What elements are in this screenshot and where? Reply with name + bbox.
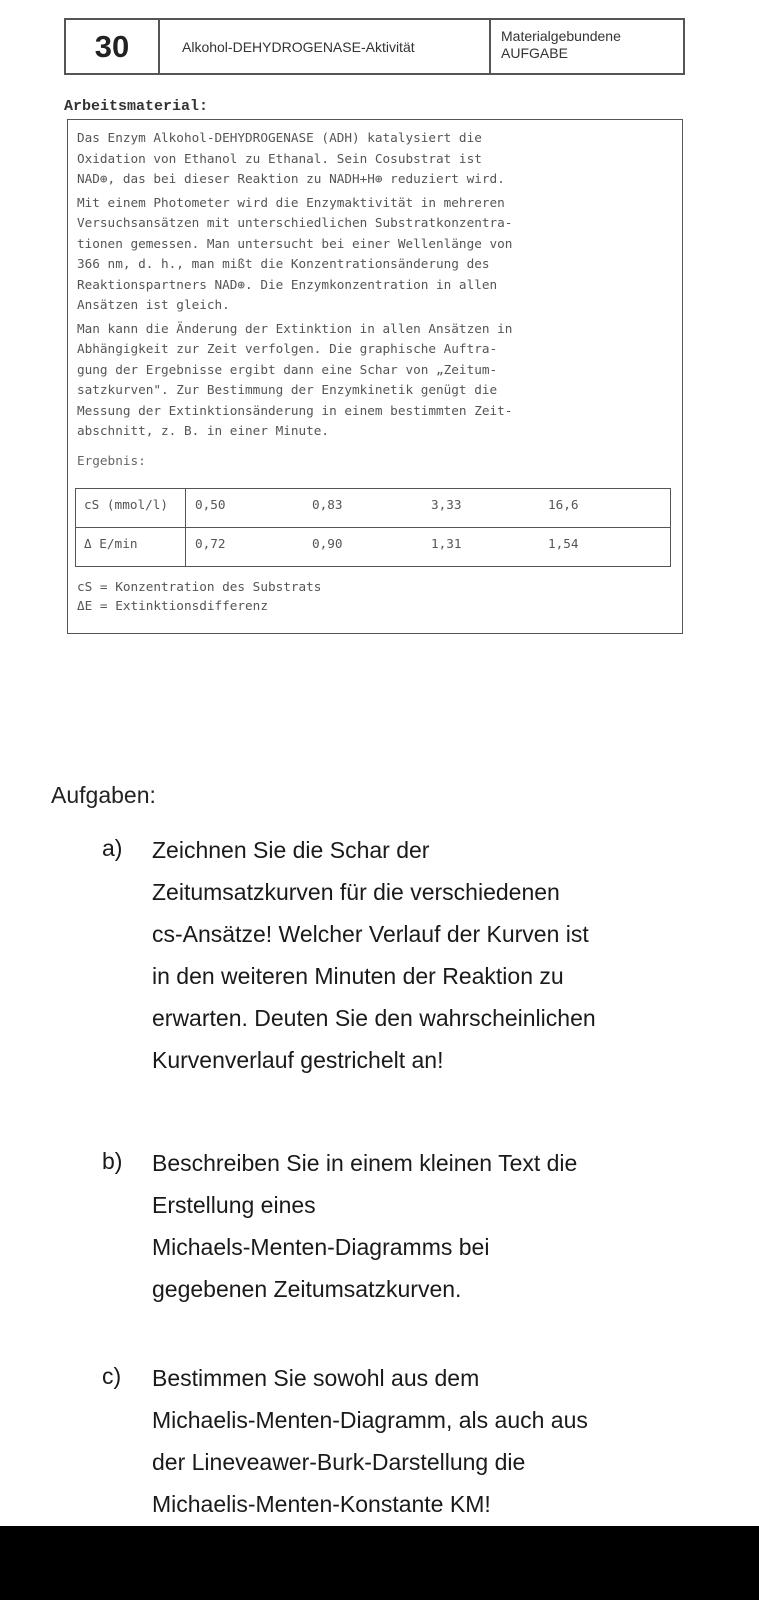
text-line: Ansätzen ist gleich.: [77, 297, 230, 312]
text-line: Messung der Extinktionsänderung in einem bestimmten Zeit-: [77, 402, 513, 418]
legend-line: ΔE = Extinktionsdifferenz: [77, 598, 268, 613]
concentration-values: [186, 489, 671, 528]
task-type-line1: Materialgebundene: [501, 28, 621, 44]
extinction-values: [186, 528, 671, 567]
task-c-letter: c): [102, 1363, 122, 1389]
task-line: Bestimmen Sie sowohl aus dem: [152, 1365, 480, 1391]
table-legend: [77, 577, 321, 615]
task-c-text: [152, 1363, 712, 1531]
task-line: in den weiteren Minuten der Reaktion zu: [152, 963, 564, 989]
material-box: [67, 119, 683, 634]
text-line: Reaktionspartners NAD⊕. Die Enzymkonzentration in allen: [77, 276, 498, 292]
material-paragraph-3: [77, 319, 682, 442]
task-b-text: [152, 1148, 712, 1316]
task-b-letter: b): [102, 1148, 123, 1174]
table-cell: 0,72: [195, 536, 226, 551]
text-line: tionen gemessen. Man untersucht bei einer Wellenlänge von: [77, 235, 513, 251]
table-cell: 1,54: [548, 536, 579, 551]
text-line: Versuchsansätzen mit unterschiedlichen Substratkonzentra-: [77, 215, 513, 230]
material-paragraph-1: [77, 128, 682, 190]
text-line: 366 nm, d. h., man mißt die Konzentrationsänderung des: [77, 256, 490, 271]
text-line: Man kann die Änderung der Extinktion in allen Ansätzen in: [77, 320, 513, 336]
task-type-line2: AUFGABE: [501, 45, 568, 61]
task-line: Beschreiben Sie in einem kleinen Text die: [152, 1150, 578, 1176]
task-title: Alkohol-DEHYDROGENASE-Aktivität: [160, 20, 491, 73]
table-cell: 16,6: [548, 497, 579, 512]
row-label-extinction: Δ E/min: [76, 528, 186, 567]
table-cell: 0,83: [312, 497, 343, 512]
task-line: erwarten. Deuten Sie den wahrscheinlichen: [152, 1005, 596, 1031]
material-label: Arbeitsmaterial:: [64, 98, 209, 115]
result-label: Ergebnis:: [77, 452, 146, 468]
material-paragraph-2: [77, 193, 682, 316]
bottom-bar: [0, 1526, 759, 1600]
task-line: Kurvenverlauf gestrichelt an!: [152, 1047, 444, 1073]
result-table: [75, 488, 671, 567]
task-header: [64, 18, 685, 75]
tasks-title: Aufgaben:: [51, 782, 156, 808]
task-line: Erstellung eines: [152, 1192, 316, 1218]
task-line: gegebenen Zeitumsatzkurven.: [152, 1276, 462, 1302]
table-cell: 0,50: [195, 497, 226, 512]
table-cell: 1,31: [431, 536, 462, 551]
legend-line: cS = Konzentration des Substrats: [77, 579, 322, 594]
table-row-extinction: [76, 528, 671, 567]
row-label-concentration: cS (mmol/l): [76, 489, 186, 528]
text-line: NAD⊕, das bei dieser Reaktion zu NADH+H⊕ reduziert wird.: [77, 171, 505, 186]
table-cell: 0,90: [312, 536, 343, 551]
task-line: Zeitumsatzkurven für die verschiedenen: [152, 879, 560, 905]
text-line: Mit einem Photometer wird die Enzymaktivität in mehreren: [77, 194, 505, 210]
task-line: Michaelis-Menten-Diagramm, als auch aus: [152, 1407, 588, 1433]
table-cell: 3,33: [431, 497, 462, 512]
task-type: [491, 20, 683, 73]
task-line: Michaels-Menten-Diagramms bei: [152, 1234, 490, 1260]
task-number: 30: [66, 20, 160, 73]
text-line: Das Enzym Alkohol-DEHYDROGENASE (ADH) katalysiert die: [77, 130, 482, 145]
text-line: gung der Ergebnisse ergibt dann eine Schar von „Zeitum-: [77, 361, 498, 377]
task-line: cs-Ansätze! Welcher Verlauf der Kurven ist: [152, 921, 589, 947]
task-line: Zeichnen Sie die Schar der: [152, 837, 430, 863]
table-row-concentration: [76, 489, 671, 528]
task-line: der Lineveawer-Burk-Darstellung die: [152, 1449, 526, 1475]
task-a-letter: a): [102, 835, 123, 861]
task-a-text: [152, 835, 712, 1087]
text-line: satzkurven". Zur Bestimmung der Enzymkinetik genügt die: [77, 382, 498, 397]
text-line: Abhängigkeit zur Zeit verfolgen. Die graphische Auftra-: [77, 341, 498, 356]
text-line: Oxidation von Ethanol zu Ethanal. Sein Cosubstrat ist: [77, 150, 482, 166]
text-line: abschnitt, z. B. in einer Minute.: [77, 423, 330, 438]
task-line: Michaelis-Menten-Konstante KM!: [152, 1491, 491, 1517]
